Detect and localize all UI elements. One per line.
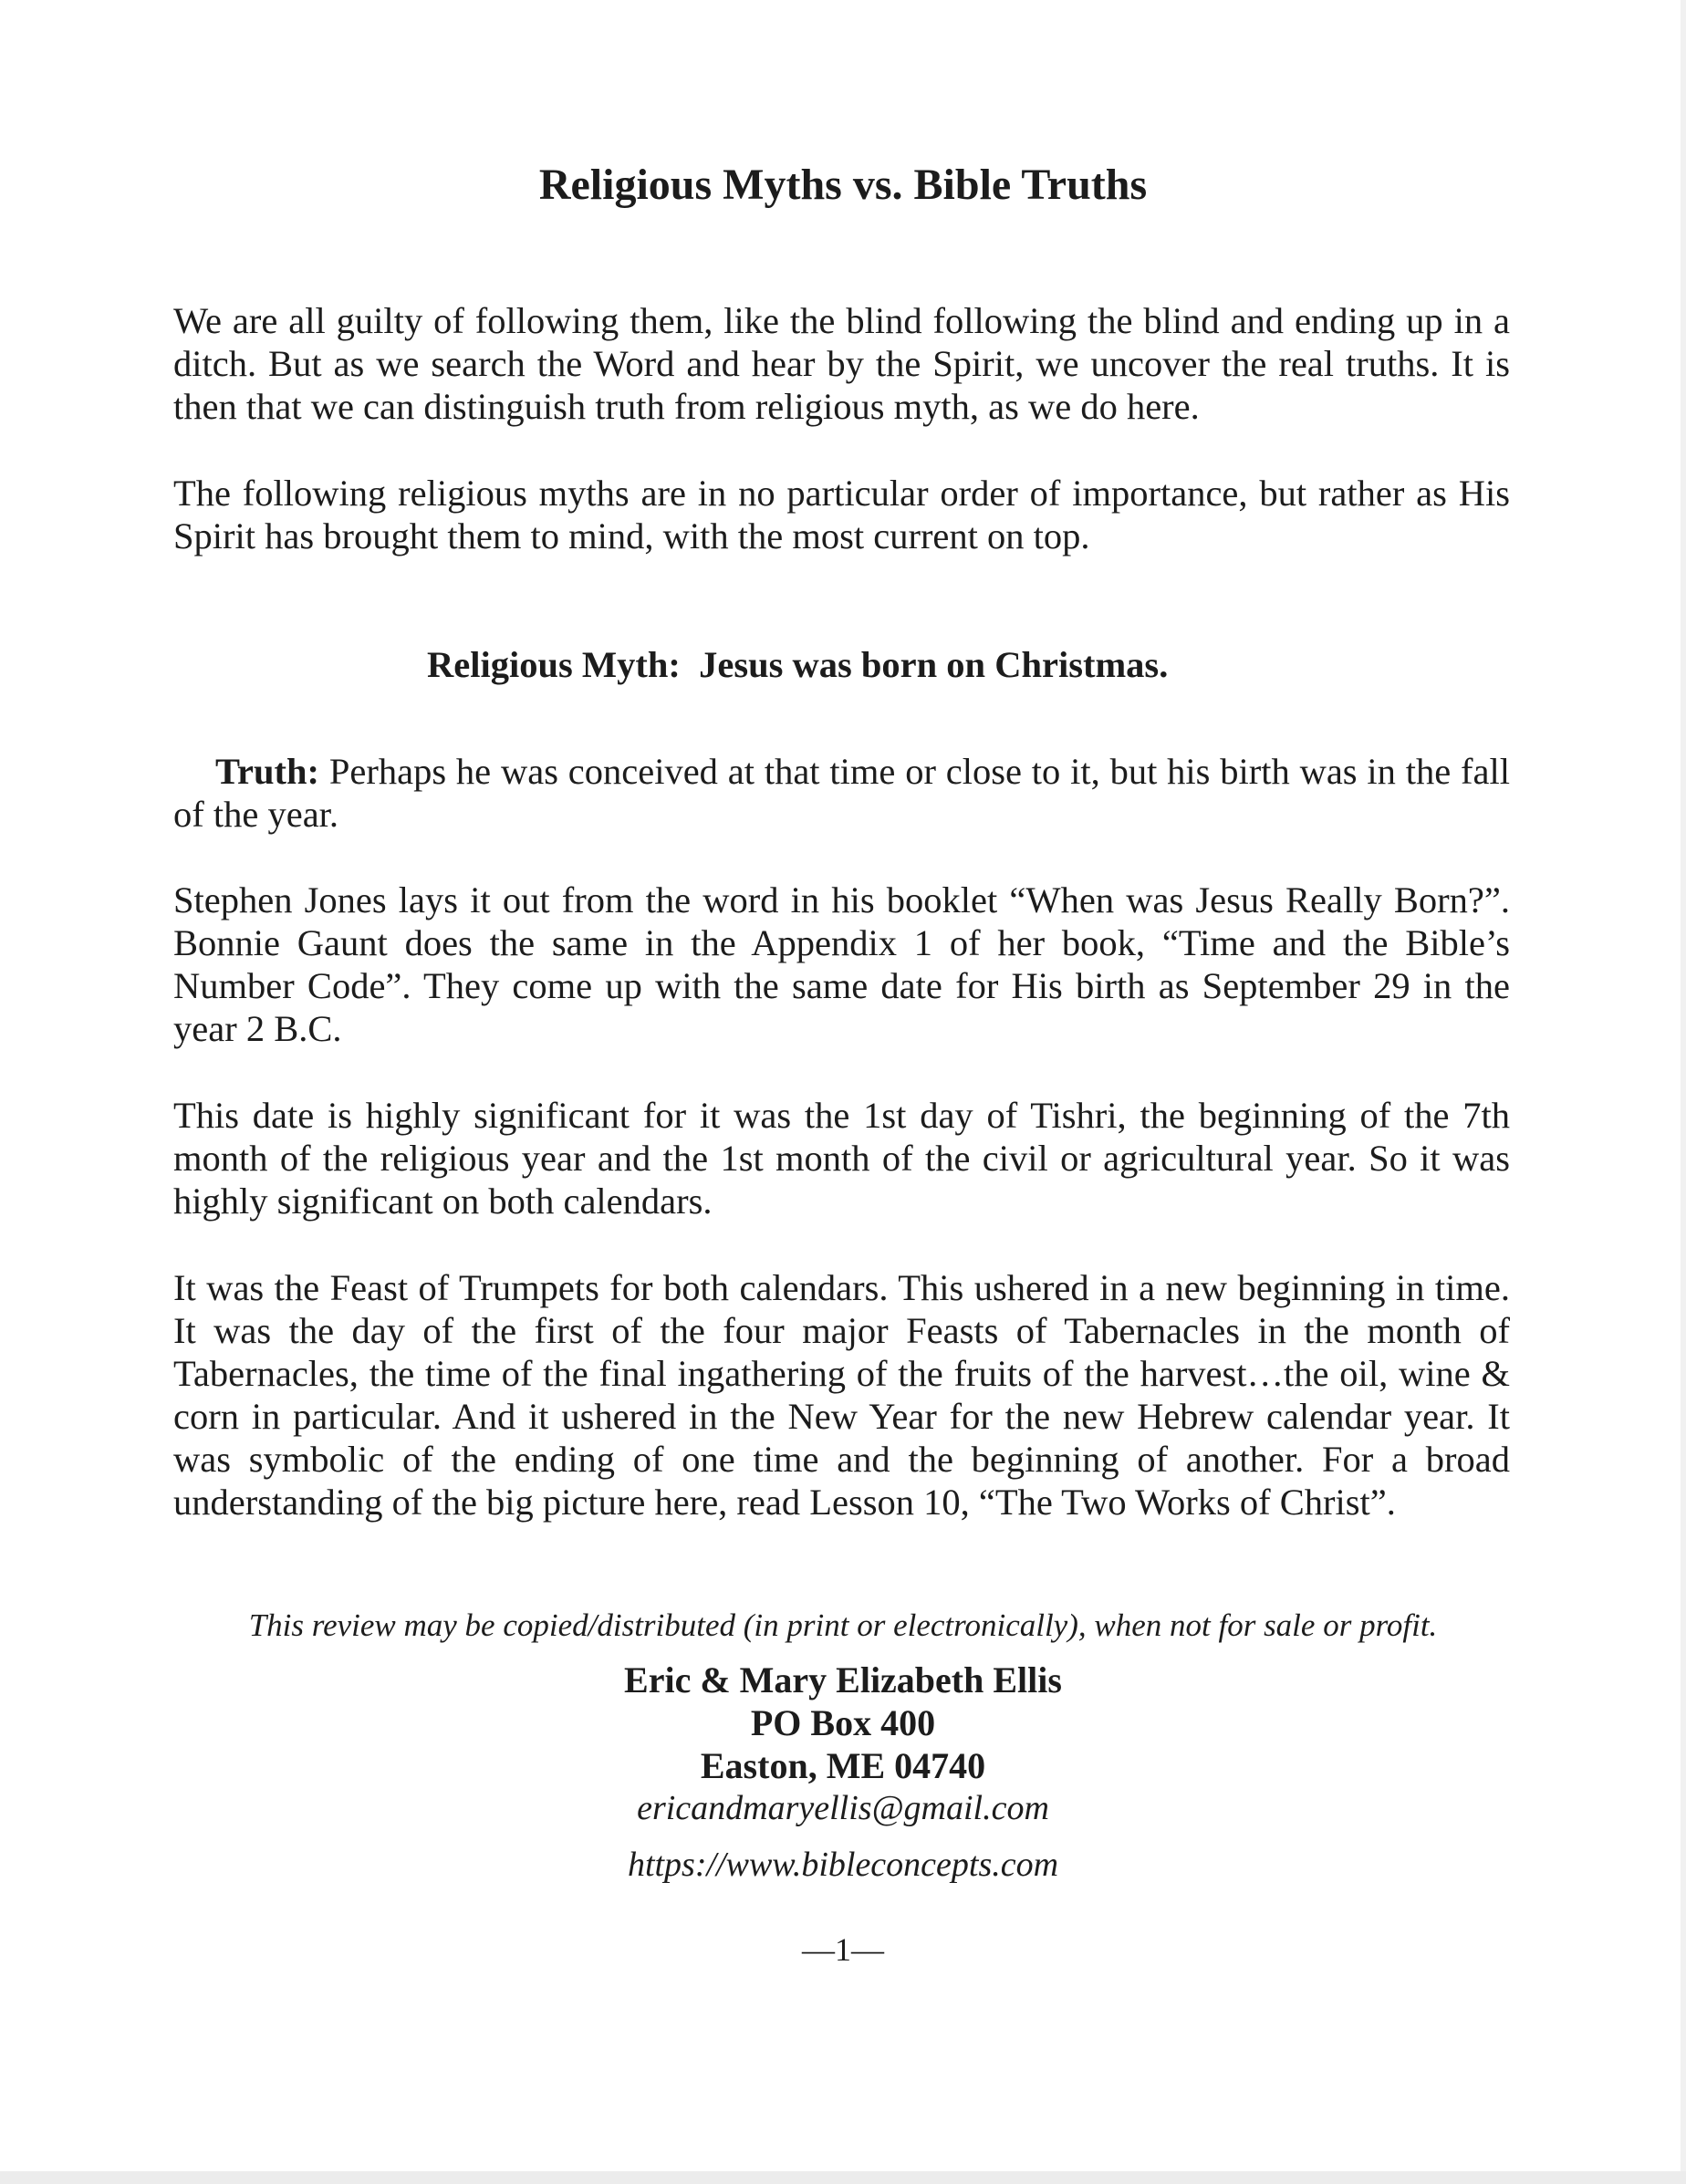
body-paragraph-2 (173, 1094, 1510, 1222)
paragraph-text: It was the Feast of Trumpets for both calendars. This ushered in a new beginning in time. It was the day of the first of the four major Feasts of Tabernacles in the month of Tabernacles, the time of the final ingathering of the fruits of the harvest…the oil, wine & corn in particular. And it ushered in the New Year for the new Hebrew calendar year. It was symbolic of the ending of one time and the beginning of another. For a broad understanding of the big picture here, read Lesson 10, “The Two Works of Christ”. (173, 1267, 1510, 1523)
intro-paragraph-1 (173, 299, 1510, 428)
myth-heading: Religious Myth: Jesus was born on Christmas. (427, 644, 1169, 685)
email-link[interactable]: ericandmaryellis@gmail.com (637, 1789, 1049, 1827)
intro-paragraph-2 (173, 472, 1510, 557)
city-address: Easton, ME 04740 (700, 1745, 986, 1786)
truth-text-block (173, 750, 1510, 836)
paragraph-text: Stephen Jones lays it out from the word in his booklet “When was Jesus Really Born?”. Bonnie Gaunt does the same in the Appendix 1 of her book, “Time and the Bible’s Number Code”. They come up with the same date for His birth as September 29 in the year 2 B.C. (173, 879, 1510, 1049)
truth-label: Truth: (215, 751, 320, 792)
paragraph-text: This date is highly significant for it was the 1st day of Tishri, the beginning of the 7th month of the religious year and the 1st month of the civil or agricultural year. So it was highly significant on both calendars. (173, 1095, 1510, 1222)
website-link[interactable]: https://www.bibleconcepts.com (627, 1846, 1059, 1884)
copy-notice: This review may be copied/distributed (in print or electronically), when not for sale or profit. (248, 1607, 1438, 1643)
paragraph-text: The following religious myths are in no particular order of importance, but rather as His Spirit has brought them to mind, with the most current on top. (173, 473, 1510, 556)
body-paragraph-3 (173, 1266, 1510, 1524)
page-bottom-edge (0, 2171, 1686, 2184)
truth-text: Perhaps he was conceived at that time or close to it, but his birth was in the fall of the year. (173, 751, 1511, 835)
paragraph-text: We are all guilty of following them, like the blind following the blind and ending up in a ditch. But as we search the Word and hear by the Spirit, we uncover the real truths. It is then that we can distinguish truth from religious myth, as we do here. (173, 300, 1510, 427)
body-paragraph-1 (173, 879, 1510, 1050)
po-box: PO Box 400 (750, 1702, 936, 1743)
document-title: Religious Myths vs. Bible Truths (538, 161, 1148, 209)
truth-paragraph (173, 750, 1510, 836)
page-number: —1— (802, 1931, 884, 1968)
author-name: Eric & Mary Elizabeth Ellis (624, 1659, 1062, 1700)
